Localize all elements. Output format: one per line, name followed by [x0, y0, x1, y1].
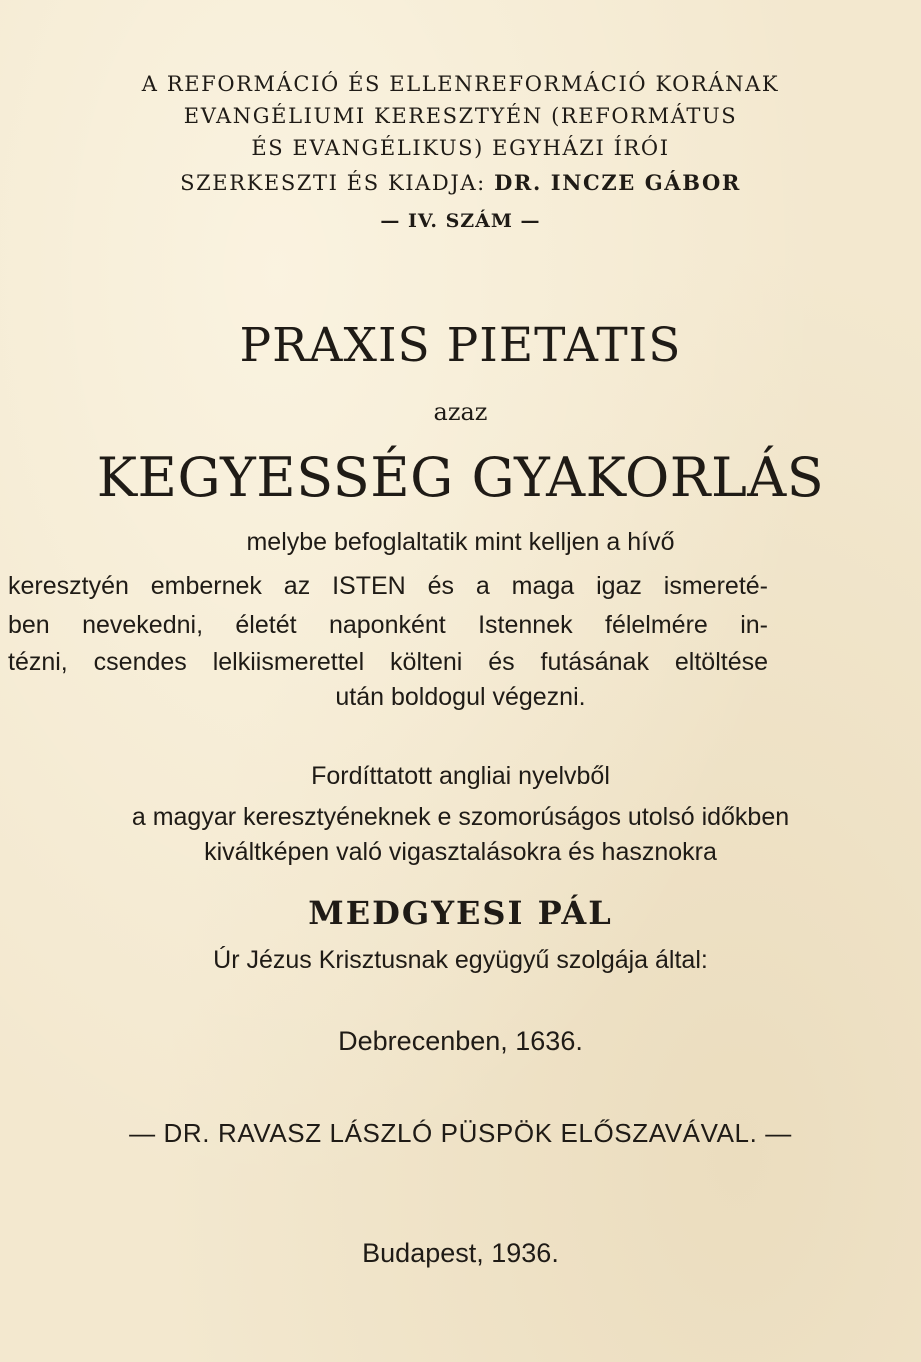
subtitle: KEGYESSÉG GYAKORLÁS	[96, 446, 825, 509]
editor-name: DR. INCZE GÁBOR	[494, 170, 741, 195]
series-line-2: EVANGÉLIUMI KERESZTYÉN (REFORMÁTUS	[183, 104, 738, 128]
foreword-note: — DR. RAVASZ LÁSZLÓ PÜSPÖK ELŐSZAVÁVAL. —	[129, 1118, 792, 1148]
author-name: MEDGYESI PÁL	[308, 894, 613, 932]
imprint: Budapest, 1936.	[362, 1238, 559, 1268]
series-number: — IV. SZÁM —	[380, 210, 541, 232]
translation-line-3: kiváltképen való vigasztalásokra és hasznokra	[204, 838, 717, 866]
series-editor	[0, 170, 921, 195]
description-line-5: után boldogul végezni.	[335, 683, 586, 711]
series-line-3: ÉS EVANGÉLIKUS) EGYHÁZI ÍRÓI	[251, 136, 670, 160]
author-role: Úr Jézus Krisztusnak együgyű szolgája által:	[213, 946, 708, 974]
description-line-2: keresztyén embernek az ISTEN és a maga igaz ismereté-	[8, 572, 768, 600]
description-line-1: melybe befoglaltatik mint kelljen a hívő	[246, 528, 675, 556]
translation-line-2: a magyar keresztyéneknek e szomorúságos utolsó időkben	[131, 803, 790, 831]
original-imprint: Debrecenben, 1636.	[338, 1026, 583, 1056]
description-line-4: tézni, csendes lelkiismerettel költeni és futásának eltöltése	[8, 648, 768, 676]
main-title: PRAXIS PIETATIS	[239, 318, 682, 373]
description-line-3: ben nevekedni, életét naponként Istennek félelmére in-	[8, 611, 768, 639]
editor-prefix: SZERKESZTI ÉS KIADJA:	[180, 171, 486, 195]
translation-line-1: Fordíttatott angliai nyelvből	[311, 762, 610, 790]
title-conjunction: azaz	[433, 398, 488, 426]
series-line-1: A REFORMÁCIÓ ÉS ELLENREFORMÁCIÓ KORÁNAK	[141, 72, 780, 96]
